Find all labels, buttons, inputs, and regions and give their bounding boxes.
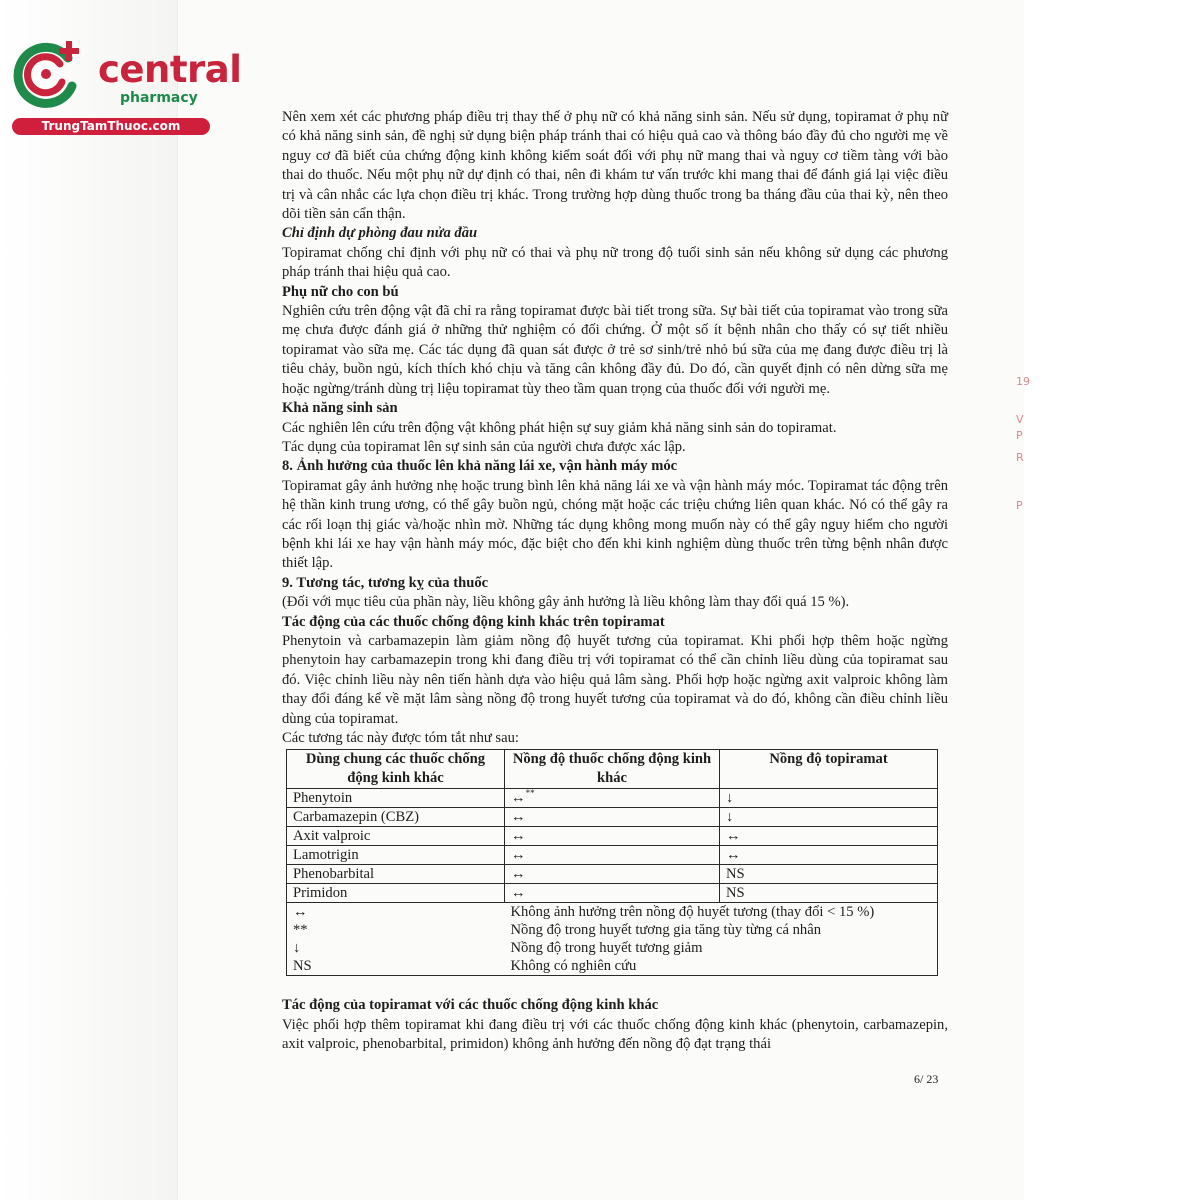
aed-level-cell (505, 789, 720, 808)
topiramat-level-cell: ↔ (720, 827, 938, 846)
drug-cell: Carbamazepin (CBZ) (287, 808, 505, 827)
document-body (282, 108, 948, 1055)
heading-section-9-interactions: 9. Tương tác, tương kỵ của thuốc (282, 574, 489, 591)
heading-migraine-prophylaxis: Chỉ định dự phòng đau nửa đầu (282, 225, 478, 242)
table-intro: Các tương tác này được tóm tắt như sau: (282, 730, 519, 746)
topiramat-level-cell: NS (720, 865, 938, 884)
paragraph-interactions-note: (Đối với mục tiêu của phần này, liều không gây ảnh hưởng là liều không làm thay đổi quá 15 %). (282, 594, 850, 611)
pharmacy-cross-logo-icon (10, 38, 90, 108)
aed-level-symbol: ↔ (511, 790, 526, 807)
table-row (287, 789, 938, 808)
drug-cell: Primidon (287, 884, 505, 903)
central-pharmacy-logo (10, 38, 242, 138)
legend-row (287, 939, 938, 957)
legend-symbol: ** (287, 921, 505, 939)
legend-text: Nồng độ trong huyết tương gia tăng tùy từng cá nhân (505, 921, 938, 939)
paragraph-fertility-1: Các nghiên lên cứu trên động vật không phát hiện sự suy giảm khả năng sinh sản do topiramat. (282, 419, 837, 436)
aed-level-cell: ↔ (505, 846, 720, 865)
paragraph-other-aed: Phenytoin và carbamazepin làm giảm nồng độ huyết tương của topiramat. Khi phối hợp thêm hoặc ngừng phenytoin hay carbamazepin trong khi đang điều trị với topiramat có thể cần chỉnh liều dùng của topiramat sau đó. Việc chỉnh liều này nên tiến hành dựa vào hiệu quả lâm sàng. Phối hợp hoặc ngừng axit valproic không làm thay đổi đáng kể về mặt lâm sàng nồng độ trong huyết tương của topiramat và do đó, không cần điều chỉnh liều dùng của topiramat. (282, 632, 948, 727)
drug-cell: Axit valproic (287, 827, 505, 846)
heading-section-8-driving: 8. Ảnh hưởng của thuốc lên khả năng lái xe, vận hành máy móc (282, 458, 678, 475)
table-row (287, 827, 938, 846)
table-row (287, 846, 938, 865)
heading-other-aed-effects: Tác động của các thuốc chống động kinh khác trên topiramat (282, 613, 665, 630)
stamp-fragment: P (1016, 429, 1023, 442)
topiramat-level-cell: ↔ (720, 846, 938, 865)
heading-lactation: Phụ nữ cho con bú (282, 283, 399, 300)
logo-subtitle: pharmacy (120, 90, 198, 106)
legend-row (287, 903, 938, 922)
paragraph-lactation: Nghiên cứu trên động vật đã chỉ ra rằng topiramat được bài tiết trong sữa. Sự bài tiết của topiramat vào trong sữa mẹ chưa được đánh giá ở những thử nghiệm có đối chứng. Ở một số ít bệnh nhân cho thấy có sự tiết nhiều topiramat vào sữa mẹ. Các tác dụng đã quan sát được ở trẻ sơ sinh/trẻ nhỏ bú sữa của mẹ đang được điều trị là tiêu chảy, buồn ngủ, kích thích khó chịu và tăng cân không đầy đủ. Do đó, cần quyết định có nên dừng sữa mẹ hoặc ngừng/tránh dùng trị liệu topiramat tùy theo tầm quan trọng của thuốc đối với người mẹ. (282, 303, 948, 397)
scan-margin-left (0, 0, 178, 1200)
interaction-table (286, 749, 938, 976)
column-header: Nồng độ thuốc chống động kinh khác (505, 750, 720, 789)
aed-level-cell: ↔ (505, 827, 720, 846)
paragraph-fertility-2: Tác dụng của topiramat lên sự sinh sản của người chưa được xác lập. (282, 438, 686, 455)
legend-symbol: ↓ (287, 939, 505, 957)
legend-row (287, 957, 938, 976)
aed-level-cell: ↔ (505, 865, 720, 884)
legend-symbol: NS (287, 957, 505, 976)
heading-topiramat-on-aed: Tác động của topiramat với các thuốc chống động kinh khác (282, 997, 659, 1014)
aed-level-cell: ↔ (505, 808, 720, 827)
paragraph-migraine: Topiramat chống chỉ định với phụ nữ có thai và phụ nữ trong độ tuổi sinh sản nếu không sử dụng các phương pháp tránh thai hiệu quả cao. (282, 244, 948, 281)
stamp-fragment: R (1016, 451, 1024, 464)
table-row (287, 865, 938, 884)
logo-url-badge: TrungTamThuoc.com (12, 118, 210, 135)
page-number: 6/ 23 (914, 1072, 939, 1086)
column-header: Dùng chung các thuốc chống động kinh khác (287, 750, 505, 789)
scan-margin-right (1024, 0, 1200, 1200)
heading-fertility: Khả năng sinh sản (282, 400, 398, 417)
topiramat-level-cell: ↓ (720, 789, 938, 808)
table-row (287, 808, 938, 827)
logo-name: central (98, 48, 242, 91)
paragraph-alternatives: Nên xem xét các phương pháp điều trị thay thế ở phụ nữ có khả năng sinh sản. Nếu sử dụng, topiramat ở phụ nữ có khả năng sinh sản, đề nghị sử dụng biện pháp tránh thai có hiệu quả cao và thông báo đầy đủ cho người mẹ về nguy cơ đã biết của chứng động kinh không kiểm soát đối với phụ nữ mang thai và nguy cơ tiềm tàng với bào thai do thuốc. Nếu một phụ nữ dự định có thai, nên đi khám tư vấn trước khi mang thai để đánh giá lại việc điều trị và cân nhắc các lựa chọn điều trị khác. Trong trường hợp dùng thuốc trong ba tháng đầu của thai kỳ, nên theo dõi tiền sản cẩn thận. (282, 109, 948, 223)
stamp-fragment: V (1016, 413, 1024, 426)
footnote-marker: ** (525, 788, 535, 799)
drug-cell: Lamotrigin (287, 846, 505, 865)
topiramat-level-cell: ↓ (720, 808, 938, 827)
legend-text: Không có nghiên cứu (505, 957, 938, 976)
aed-level-cell: ↔ (505, 884, 720, 903)
stamp-fragment: 19 (1016, 375, 1030, 388)
legend-text: Nồng độ trong huyết tương giảm (505, 939, 938, 957)
drug-cell: Phenobarbital (287, 865, 505, 884)
legend-symbol: ↔ (287, 903, 505, 922)
table-header-row (287, 750, 938, 789)
topiramat-level-cell: NS (720, 884, 938, 903)
stamp-fragment: P (1016, 499, 1023, 512)
column-header: Nồng độ topiramat (720, 750, 938, 789)
drug-cell: Phenytoin (287, 789, 505, 808)
table-row (287, 884, 938, 903)
paragraph-topiramat-on-aed: Việc phối hợp thêm topiramat khi đang điều trị với các thuốc chống động kinh khác (phenytoin, carbamazepin, axit valproic, phenobarbital, primidon) không ảnh hưởng đến nồng độ đạt trạng thái (282, 1016, 948, 1053)
legend-text: Không ảnh hưởng trên nồng độ huyết tương (thay đổi < 15 %) (505, 903, 938, 922)
paragraph-driving: Topiramat gây ảnh hưởng nhẹ hoặc trung bình lên khả năng lái xe và vận hành máy móc. Topiramat tác động trên hệ thần kinh trung ương, có thể gây buồn ngủ, chóng mặt hoặc các triệu chứng liên quan khác. Nó có thể gây ra các rối loạn thị giác và/hoặc nhìn mờ. Những tác dụng không mong muốn này có thể gây nguy hiểm cho người bệnh khi lái xe hay vận hành máy móc, đặc biệt cho đến khi kinh nghiệm dùng thuốc trên từng bệnh nhân được thiết lập. (282, 477, 948, 572)
legend-row (287, 921, 938, 939)
